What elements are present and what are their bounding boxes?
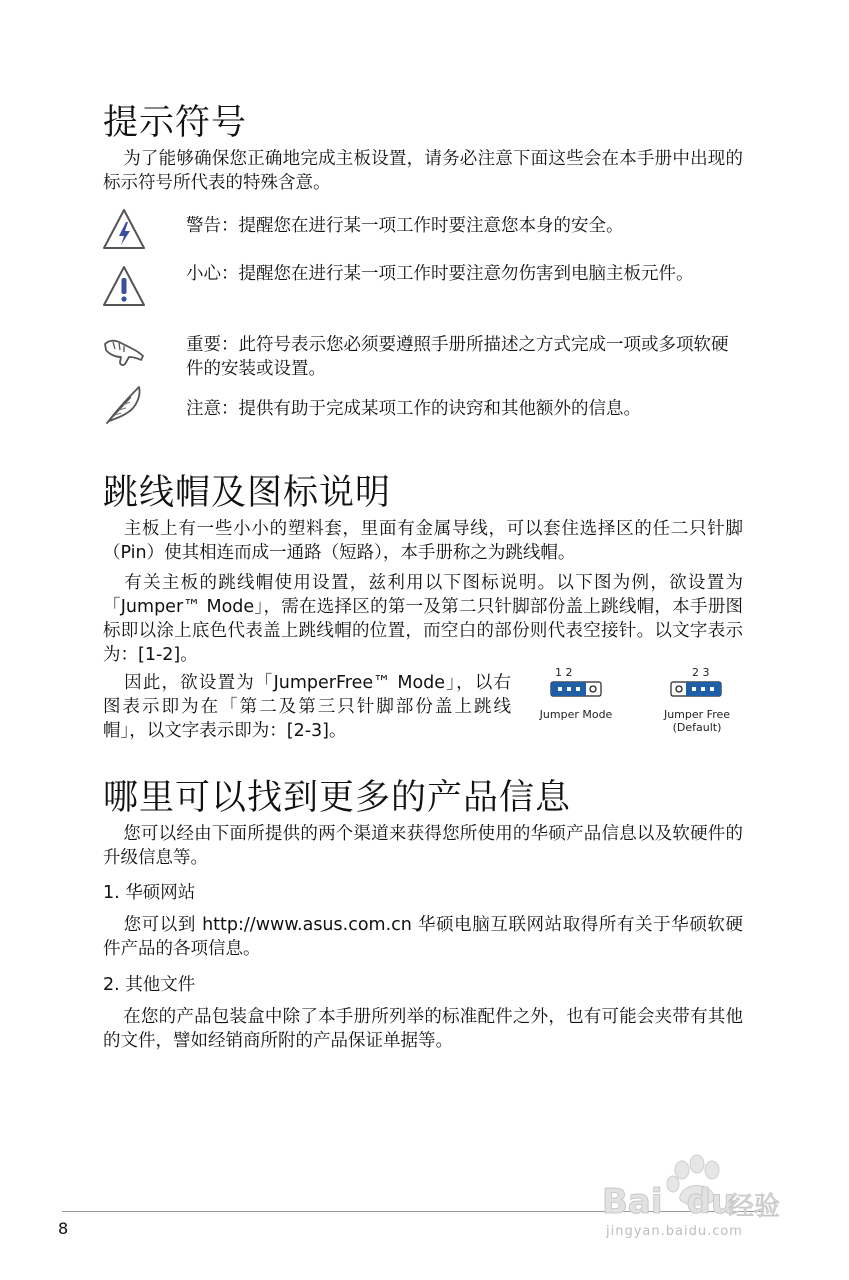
jumper-paragraph-3 <box>103 671 511 743</box>
watermark-brand <box>602 1182 735 1222</box>
jumper-para3-text: 因此，欲设置为「JumperFree™ Mode」，以右图表示即为在「第二及第三只针脚部份盖上跳线帽」，以文字表示即为：[2-3]。 <box>103 673 511 741</box>
item2-heading: 2. 其他文件 <box>103 975 196 995</box>
jumper-free-pins-label: 2 3 <box>692 666 710 679</box>
intro-text: 为了能够确保您正确地完成主板设置，请务必注意下面这些会在本手册中出现的标示符号所代表的特殊含意。 <box>103 149 743 193</box>
watermark-brand-part2: du <box>686 1182 736 1222</box>
jumper-mode-pins-label: 1 2 <box>555 666 573 679</box>
section-title-more-info: 哪里可以找到更多的产品信息 <box>103 778 572 818</box>
watermark-cn: 经验 <box>728 1192 781 1222</box>
section-title-jumpers: 跳线帽及图标说明 <box>103 473 392 513</box>
note-warning: 警告：提醒您在进行某一项工作时要注意您本身的安全。 <box>186 216 624 236</box>
jumper-free-diagram <box>652 666 742 734</box>
item1-heading: 1. 华硕网站 <box>103 883 196 903</box>
note-important: 重要：此符号表示您必须要遵照手册所描述之方式完成一项或多项软硬件的安装或设置。 <box>186 335 729 379</box>
more-info-intro <box>103 822 743 870</box>
note-feather-icon <box>101 383 147 427</box>
jumper-para1-text: 主板上有一些小小的塑料套，里面有金属导线，可以套住选择区的任二只针脚（Pin）使其相连而成一通路（短路），本手册称之为跳线帽。 <box>103 519 743 563</box>
jumper-free-sublabel: (Default) <box>672 721 722 734</box>
note-caution: 小心：提醒您在进行某一项工作时要注意勿伤害到电脑主板元件。 <box>186 264 694 284</box>
page-number: 8 <box>58 1219 69 1238</box>
jumper-paragraph-1 <box>103 517 743 565</box>
item2-text <box>103 1005 743 1053</box>
jumper-paragraph-2 <box>103 571 743 667</box>
jumper-mode-label: Jumper Mode <box>539 708 613 721</box>
section-title-symbols: 提示符号 <box>103 103 248 143</box>
watermark-url: jingyan.baidu.com <box>606 1224 743 1239</box>
caution-exclamation-icon <box>101 264 147 308</box>
note-tip: 注意：提供有助于完成某项工作的诀窍和其他额外的信息。 <box>186 399 641 419</box>
jumper-para2-text: 有关主板的跳线帽使用设置，兹利用以下图标说明。以下图为例，欲设置为「Jumper™ Mode」，需在选择区的第一及第二只针脚部份盖上跳线帽，本手册图标即以涂上底色代表盖上跳线帽的位置，而空白的部份则代表空接针。以文字表示为：[1-2]。 <box>103 573 743 665</box>
item2-body: 在您的产品包装盒中除了本手册所列举的标准配件之外，也有可能会夹带有其他的文件，譬如经销商所附的产品保证单据等。 <box>103 1007 743 1051</box>
jumper-free-label: Jumper Free <box>663 708 731 721</box>
section-intro <box>103 147 743 195</box>
item1-text <box>103 913 743 961</box>
item1-body: 您可以到 http://www.asus.com.cn 华硕电脑互联网站取得所有关于华硕软硬件产品的各项信息。 <box>103 915 743 959</box>
jumper-mode-diagram <box>530 666 622 721</box>
jumper-free-block <box>670 681 722 697</box>
warning-lightning-icon <box>101 207 147 251</box>
more-info-intro-text: 您可以经由下面所提供的两个渠道来获得您所使用的华硕产品信息以及软硬件的升级信息等。 <box>103 824 743 868</box>
important-hand-icon <box>101 330 147 374</box>
baidu-watermark <box>600 1152 790 1242</box>
watermark-brand-part1: Bai <box>602 1182 663 1222</box>
jumper-mode-block <box>550 681 602 697</box>
